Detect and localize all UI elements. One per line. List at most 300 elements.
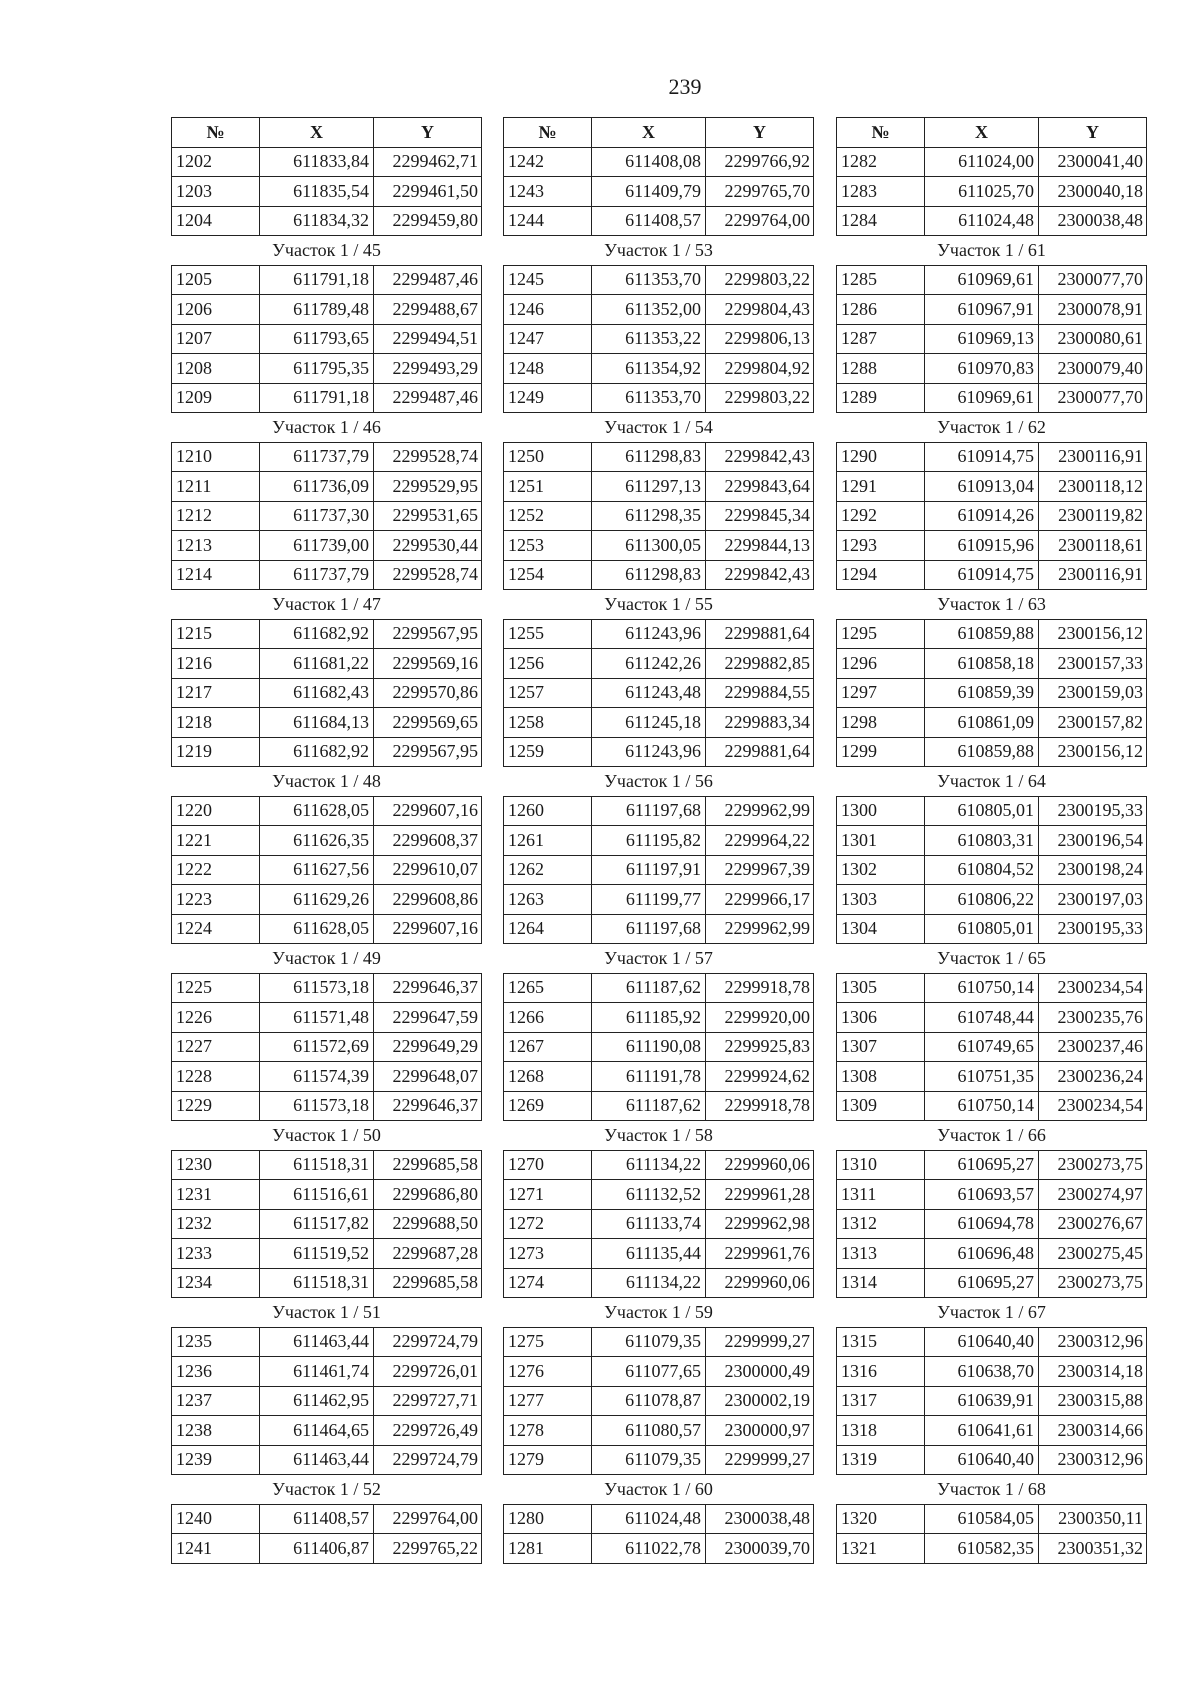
table-row bbox=[172, 1209, 482, 1239]
section-row bbox=[504, 767, 814, 797]
y-coordinate-cell: 2299999,27 bbox=[706, 1445, 814, 1475]
y-coordinate-cell: 2299567,95 bbox=[374, 619, 482, 649]
y-coordinate-cell: 2300116,91 bbox=[1039, 442, 1147, 472]
column-header-y: Y bbox=[706, 118, 814, 148]
table-row bbox=[504, 619, 814, 649]
x-coordinate-cell: 611243,96 bbox=[592, 737, 706, 767]
x-coordinate-cell: 610694,78 bbox=[925, 1209, 1039, 1239]
table-row bbox=[504, 678, 814, 708]
column-header-number: № bbox=[504, 118, 592, 148]
x-coordinate-cell: 611463,44 bbox=[260, 1445, 374, 1475]
y-coordinate-cell: 2299882,85 bbox=[706, 649, 814, 679]
point-number-cell: 1270 bbox=[504, 1150, 592, 1180]
table-row bbox=[172, 206, 482, 236]
y-coordinate-cell: 2299685,58 bbox=[374, 1150, 482, 1180]
point-number-cell: 1321 bbox=[837, 1534, 925, 1564]
point-number-cell: 1303 bbox=[837, 885, 925, 915]
y-coordinate-cell: 2300237,46 bbox=[1039, 1032, 1147, 1062]
table-header-row bbox=[837, 118, 1147, 148]
y-coordinate-cell: 2300315,88 bbox=[1039, 1386, 1147, 1416]
y-coordinate-cell: 2300078,91 bbox=[1039, 295, 1147, 325]
x-coordinate-cell: 610967,91 bbox=[925, 295, 1039, 325]
y-coordinate-cell: 2300273,75 bbox=[1039, 1268, 1147, 1298]
x-coordinate-cell: 610914,75 bbox=[925, 560, 1039, 590]
x-coordinate-cell: 611628,05 bbox=[260, 914, 374, 944]
x-coordinate-cell: 610859,88 bbox=[925, 737, 1039, 767]
section-row bbox=[504, 1298, 814, 1328]
table-row bbox=[837, 560, 1147, 590]
point-number-cell: 1232 bbox=[172, 1209, 260, 1239]
y-coordinate-cell: 2299724,79 bbox=[374, 1445, 482, 1475]
x-coordinate-cell: 611024,00 bbox=[925, 147, 1039, 177]
y-coordinate-cell: 2299493,29 bbox=[374, 354, 482, 384]
section-title: Участок 1 / 66 bbox=[837, 1121, 1147, 1151]
table-row bbox=[837, 1032, 1147, 1062]
table-row bbox=[172, 1003, 482, 1033]
section-row bbox=[504, 590, 814, 620]
x-coordinate-cell: 610696,48 bbox=[925, 1239, 1039, 1269]
point-number-cell: 1313 bbox=[837, 1239, 925, 1269]
table-row bbox=[172, 1268, 482, 1298]
point-number-cell: 1272 bbox=[504, 1209, 592, 1239]
section-row bbox=[504, 1475, 814, 1505]
page-number: 239 bbox=[668, 74, 702, 99]
point-number-cell: 1220 bbox=[172, 796, 260, 826]
x-coordinate-cell: 610913,04 bbox=[925, 472, 1039, 502]
table-row bbox=[837, 796, 1147, 826]
y-coordinate-cell: 2299765,70 bbox=[706, 177, 814, 207]
x-coordinate-cell: 610859,88 bbox=[925, 619, 1039, 649]
point-number-cell: 1215 bbox=[172, 619, 260, 649]
y-coordinate-cell: 2299569,65 bbox=[374, 708, 482, 738]
y-coordinate-cell: 2300118,61 bbox=[1039, 531, 1147, 561]
y-coordinate-cell: 2299608,37 bbox=[374, 826, 482, 856]
table-row bbox=[504, 560, 814, 590]
y-coordinate-cell: 2299608,86 bbox=[374, 885, 482, 915]
x-coordinate-cell: 611517,82 bbox=[260, 1209, 374, 1239]
table-row bbox=[504, 1534, 814, 1564]
x-coordinate-cell: 611519,52 bbox=[260, 1239, 374, 1269]
table-row bbox=[504, 531, 814, 561]
table-row bbox=[172, 973, 482, 1003]
point-number-cell: 1262 bbox=[504, 855, 592, 885]
x-coordinate-cell: 611834,32 bbox=[260, 206, 374, 236]
table-row bbox=[504, 826, 814, 856]
point-number-cell: 1249 bbox=[504, 383, 592, 413]
table-row bbox=[837, 1268, 1147, 1298]
point-number-cell: 1274 bbox=[504, 1268, 592, 1298]
column-header-x: X bbox=[925, 118, 1039, 148]
table-row bbox=[837, 649, 1147, 679]
point-number-cell: 1296 bbox=[837, 649, 925, 679]
x-coordinate-cell: 610641,61 bbox=[925, 1416, 1039, 1446]
x-coordinate-cell: 611080,57 bbox=[592, 1416, 706, 1446]
table-row bbox=[837, 1386, 1147, 1416]
point-number-cell: 1240 bbox=[172, 1504, 260, 1534]
point-number-cell: 1205 bbox=[172, 265, 260, 295]
y-coordinate-cell: 2299918,78 bbox=[706, 973, 814, 1003]
point-number-cell: 1243 bbox=[504, 177, 592, 207]
y-coordinate-cell: 2300273,75 bbox=[1039, 1150, 1147, 1180]
point-number-cell: 1318 bbox=[837, 1416, 925, 1446]
table-row bbox=[172, 1180, 482, 1210]
table-row bbox=[172, 354, 482, 384]
table-row bbox=[837, 1180, 1147, 1210]
point-number-cell: 1226 bbox=[172, 1003, 260, 1033]
y-coordinate-cell: 2299960,06 bbox=[706, 1150, 814, 1180]
x-coordinate-cell: 611079,35 bbox=[592, 1327, 706, 1357]
table-row bbox=[504, 442, 814, 472]
x-coordinate-cell: 611684,13 bbox=[260, 708, 374, 738]
table-row bbox=[172, 737, 482, 767]
y-coordinate-cell: 2299647,59 bbox=[374, 1003, 482, 1033]
point-number-cell: 1254 bbox=[504, 560, 592, 590]
table-row bbox=[837, 442, 1147, 472]
x-coordinate-cell: 611516,61 bbox=[260, 1180, 374, 1210]
point-number-cell: 1245 bbox=[504, 265, 592, 295]
point-number-cell: 1202 bbox=[172, 147, 260, 177]
point-number-cell: 1283 bbox=[837, 177, 925, 207]
section-title: Участок 1 / 61 bbox=[837, 236, 1147, 266]
point-number-cell: 1260 bbox=[504, 796, 592, 826]
point-number-cell: 1276 bbox=[504, 1357, 592, 1387]
y-coordinate-cell: 2299806,13 bbox=[706, 324, 814, 354]
x-coordinate-cell: 610969,13 bbox=[925, 324, 1039, 354]
table-row bbox=[837, 1003, 1147, 1033]
y-coordinate-cell: 2299528,74 bbox=[374, 442, 482, 472]
x-coordinate-cell: 611463,44 bbox=[260, 1327, 374, 1357]
y-coordinate-cell: 2299920,00 bbox=[706, 1003, 814, 1033]
x-coordinate-cell: 610861,09 bbox=[925, 708, 1039, 738]
point-number-cell: 1237 bbox=[172, 1386, 260, 1416]
table-row bbox=[172, 1062, 482, 1092]
point-number-cell: 1250 bbox=[504, 442, 592, 472]
x-coordinate-cell: 611572,69 bbox=[260, 1032, 374, 1062]
x-coordinate-cell: 611789,48 bbox=[260, 295, 374, 325]
x-coordinate-cell: 611681,22 bbox=[260, 649, 374, 679]
y-coordinate-cell: 2299494,51 bbox=[374, 324, 482, 354]
y-coordinate-cell: 2299962,98 bbox=[706, 1209, 814, 1239]
x-coordinate-cell: 611298,83 bbox=[592, 560, 706, 590]
table-row bbox=[837, 1416, 1147, 1446]
table-row bbox=[172, 531, 482, 561]
point-number-cell: 1259 bbox=[504, 737, 592, 767]
point-number-cell: 1223 bbox=[172, 885, 260, 915]
section-title: Участок 1 / 64 bbox=[837, 767, 1147, 797]
point-number-cell: 1213 bbox=[172, 531, 260, 561]
table-row bbox=[504, 1268, 814, 1298]
table-row bbox=[837, 383, 1147, 413]
table-row bbox=[837, 855, 1147, 885]
y-coordinate-cell: 2300039,70 bbox=[706, 1534, 814, 1564]
section-row bbox=[172, 413, 482, 443]
y-coordinate-cell: 2300312,96 bbox=[1039, 1327, 1147, 1357]
y-coordinate-cell: 2300234,54 bbox=[1039, 1091, 1147, 1121]
section-title: Участок 1 / 53 bbox=[504, 236, 814, 266]
x-coordinate-cell: 611682,43 bbox=[260, 678, 374, 708]
table-row bbox=[172, 1357, 482, 1387]
point-number-cell: 1289 bbox=[837, 383, 925, 413]
point-number-cell: 1218 bbox=[172, 708, 260, 738]
section-row bbox=[504, 236, 814, 266]
x-coordinate-cell: 610970,83 bbox=[925, 354, 1039, 384]
section-row bbox=[837, 1475, 1147, 1505]
point-number-cell: 1246 bbox=[504, 295, 592, 325]
x-coordinate-cell: 610640,40 bbox=[925, 1445, 1039, 1475]
y-coordinate-cell: 2300038,48 bbox=[1039, 206, 1147, 236]
y-coordinate-cell: 2299487,46 bbox=[374, 383, 482, 413]
table-row bbox=[837, 501, 1147, 531]
point-number-cell: 1299 bbox=[837, 737, 925, 767]
x-coordinate-cell: 610803,31 bbox=[925, 826, 1039, 856]
table-row bbox=[837, 678, 1147, 708]
point-number-cell: 1304 bbox=[837, 914, 925, 944]
y-coordinate-cell: 2299999,27 bbox=[706, 1327, 814, 1357]
point-number-cell: 1210 bbox=[172, 442, 260, 472]
x-coordinate-cell: 611187,62 bbox=[592, 1091, 706, 1121]
section-title: Участок 1 / 58 bbox=[504, 1121, 814, 1151]
x-coordinate-cell: 611195,82 bbox=[592, 826, 706, 856]
x-coordinate-cell: 611791,18 bbox=[260, 383, 374, 413]
y-coordinate-cell: 2300314,66 bbox=[1039, 1416, 1147, 1446]
table-row bbox=[172, 649, 482, 679]
x-coordinate-cell: 610915,96 bbox=[925, 531, 1039, 561]
x-coordinate-cell: 611406,87 bbox=[260, 1534, 374, 1564]
point-number-cell: 1221 bbox=[172, 826, 260, 856]
y-coordinate-cell: 2299461,50 bbox=[374, 177, 482, 207]
section-title: Участок 1 / 54 bbox=[504, 413, 814, 443]
y-coordinate-cell: 2299766,92 bbox=[706, 147, 814, 177]
table-row bbox=[504, 501, 814, 531]
y-coordinate-cell: 2300234,54 bbox=[1039, 973, 1147, 1003]
x-coordinate-cell: 611408,57 bbox=[592, 206, 706, 236]
point-number-cell: 1319 bbox=[837, 1445, 925, 1475]
section-row bbox=[837, 1298, 1147, 1328]
point-number-cell: 1244 bbox=[504, 206, 592, 236]
point-number-cell: 1216 bbox=[172, 649, 260, 679]
y-coordinate-cell: 2299487,46 bbox=[374, 265, 482, 295]
x-coordinate-cell: 611078,87 bbox=[592, 1386, 706, 1416]
table-row bbox=[172, 501, 482, 531]
x-coordinate-cell: 611574,39 bbox=[260, 1062, 374, 1092]
table-row bbox=[837, 1327, 1147, 1357]
x-coordinate-cell: 611079,35 bbox=[592, 1445, 706, 1475]
point-number-cell: 1234 bbox=[172, 1268, 260, 1298]
y-coordinate-cell: 2299688,50 bbox=[374, 1209, 482, 1239]
table-row bbox=[172, 1091, 482, 1121]
section-row bbox=[172, 1298, 482, 1328]
point-number-cell: 1280 bbox=[504, 1504, 592, 1534]
y-coordinate-cell: 2300274,97 bbox=[1039, 1180, 1147, 1210]
y-coordinate-cell: 2300350,11 bbox=[1039, 1504, 1147, 1534]
table-row bbox=[837, 708, 1147, 738]
y-coordinate-cell: 2300276,67 bbox=[1039, 1209, 1147, 1239]
table-row bbox=[504, 855, 814, 885]
point-number-cell: 1300 bbox=[837, 796, 925, 826]
y-coordinate-cell: 2299569,16 bbox=[374, 649, 482, 679]
x-coordinate-cell: 610805,01 bbox=[925, 914, 1039, 944]
y-coordinate-cell: 2300079,40 bbox=[1039, 354, 1147, 384]
table-row bbox=[837, 265, 1147, 295]
y-coordinate-cell: 2299843,64 bbox=[706, 472, 814, 502]
section-row bbox=[837, 590, 1147, 620]
x-coordinate-cell: 611025,70 bbox=[925, 177, 1039, 207]
y-coordinate-cell: 2299567,95 bbox=[374, 737, 482, 767]
point-number-cell: 1301 bbox=[837, 826, 925, 856]
y-coordinate-cell: 2299764,00 bbox=[374, 1504, 482, 1534]
point-number-cell: 1257 bbox=[504, 678, 592, 708]
coordinate-table bbox=[503, 117, 814, 1564]
x-coordinate-cell: 611191,78 bbox=[592, 1062, 706, 1092]
table-row bbox=[504, 1091, 814, 1121]
point-number-cell: 1230 bbox=[172, 1150, 260, 1180]
point-number-cell: 1273 bbox=[504, 1239, 592, 1269]
table-header-row bbox=[504, 118, 814, 148]
table-row bbox=[504, 1209, 814, 1239]
y-coordinate-cell: 2300195,33 bbox=[1039, 796, 1147, 826]
table-row bbox=[504, 1386, 814, 1416]
x-coordinate-cell: 611835,54 bbox=[260, 177, 374, 207]
section-row bbox=[172, 1121, 482, 1151]
x-coordinate-cell: 611464,65 bbox=[260, 1416, 374, 1446]
coordinate-table bbox=[171, 117, 482, 1564]
x-coordinate-cell: 611682,92 bbox=[260, 619, 374, 649]
x-coordinate-cell: 611408,08 bbox=[592, 147, 706, 177]
point-number-cell: 1209 bbox=[172, 383, 260, 413]
y-coordinate-cell: 2300118,12 bbox=[1039, 472, 1147, 502]
point-number-cell: 1305 bbox=[837, 973, 925, 1003]
x-coordinate-cell: 611737,30 bbox=[260, 501, 374, 531]
section-title: Участок 1 / 68 bbox=[837, 1475, 1147, 1505]
y-coordinate-cell: 2300198,24 bbox=[1039, 855, 1147, 885]
y-coordinate-cell: 2300041,40 bbox=[1039, 147, 1147, 177]
y-coordinate-cell: 2299844,13 bbox=[706, 531, 814, 561]
table-row bbox=[504, 737, 814, 767]
x-coordinate-cell: 610639,91 bbox=[925, 1386, 1039, 1416]
point-number-cell: 1277 bbox=[504, 1386, 592, 1416]
x-coordinate-cell: 610859,39 bbox=[925, 678, 1039, 708]
section-row bbox=[172, 590, 482, 620]
y-coordinate-cell: 2300080,61 bbox=[1039, 324, 1147, 354]
x-coordinate-cell: 611197,68 bbox=[592, 796, 706, 826]
point-number-cell: 1302 bbox=[837, 855, 925, 885]
coordinate-table bbox=[836, 117, 1147, 1564]
y-coordinate-cell: 2300156,12 bbox=[1039, 737, 1147, 767]
table-row bbox=[504, 1239, 814, 1269]
table-row bbox=[837, 914, 1147, 944]
x-coordinate-cell: 611242,26 bbox=[592, 649, 706, 679]
point-number-cell: 1207 bbox=[172, 324, 260, 354]
x-coordinate-cell: 611298,83 bbox=[592, 442, 706, 472]
table-row bbox=[504, 472, 814, 502]
point-number-cell: 1204 bbox=[172, 206, 260, 236]
point-number-cell: 1251 bbox=[504, 472, 592, 502]
x-coordinate-cell: 611461,74 bbox=[260, 1357, 374, 1387]
y-coordinate-cell: 2299726,01 bbox=[374, 1357, 482, 1387]
y-coordinate-cell: 2299649,29 bbox=[374, 1032, 482, 1062]
y-coordinate-cell: 2299459,80 bbox=[374, 206, 482, 236]
x-coordinate-cell: 610695,27 bbox=[925, 1150, 1039, 1180]
x-coordinate-cell: 610750,14 bbox=[925, 973, 1039, 1003]
point-number-cell: 1287 bbox=[837, 324, 925, 354]
section-title: Участок 1 / 56 bbox=[504, 767, 814, 797]
x-coordinate-cell: 610914,26 bbox=[925, 501, 1039, 531]
x-coordinate-cell: 611462,95 bbox=[260, 1386, 374, 1416]
table-row bbox=[837, 177, 1147, 207]
point-number-cell: 1307 bbox=[837, 1032, 925, 1062]
y-coordinate-cell: 2300077,70 bbox=[1039, 265, 1147, 295]
table-row bbox=[837, 973, 1147, 1003]
y-coordinate-cell: 2299648,07 bbox=[374, 1062, 482, 1092]
point-number-cell: 1261 bbox=[504, 826, 592, 856]
table-row bbox=[172, 1534, 482, 1564]
x-coordinate-cell: 610584,05 bbox=[925, 1504, 1039, 1534]
table-row bbox=[504, 206, 814, 236]
table-row bbox=[837, 826, 1147, 856]
y-coordinate-cell: 2299924,62 bbox=[706, 1062, 814, 1092]
point-number-cell: 1288 bbox=[837, 354, 925, 384]
point-number-cell: 1241 bbox=[172, 1534, 260, 1564]
point-number-cell: 1247 bbox=[504, 324, 592, 354]
x-coordinate-cell: 611739,00 bbox=[260, 531, 374, 561]
section-title: Участок 1 / 45 bbox=[172, 236, 482, 266]
y-coordinate-cell: 2299685,58 bbox=[374, 1268, 482, 1298]
section-row bbox=[837, 236, 1147, 266]
table-row bbox=[504, 1150, 814, 1180]
point-number-cell: 1266 bbox=[504, 1003, 592, 1033]
point-number-cell: 1315 bbox=[837, 1327, 925, 1357]
section-title: Участок 1 / 49 bbox=[172, 944, 482, 974]
y-coordinate-cell: 2299727,71 bbox=[374, 1386, 482, 1416]
table-row bbox=[504, 649, 814, 679]
x-coordinate-cell: 611134,22 bbox=[592, 1268, 706, 1298]
y-coordinate-cell: 2299531,65 bbox=[374, 501, 482, 531]
point-number-cell: 1265 bbox=[504, 973, 592, 1003]
y-coordinate-cell: 2299726,49 bbox=[374, 1416, 482, 1446]
x-coordinate-cell: 610640,40 bbox=[925, 1327, 1039, 1357]
point-number-cell: 1281 bbox=[504, 1534, 592, 1564]
point-number-cell: 1203 bbox=[172, 177, 260, 207]
point-number-cell: 1225 bbox=[172, 973, 260, 1003]
x-coordinate-cell: 611187,62 bbox=[592, 973, 706, 1003]
x-coordinate-cell: 610858,18 bbox=[925, 649, 1039, 679]
section-row bbox=[837, 767, 1147, 797]
x-coordinate-cell: 611793,65 bbox=[260, 324, 374, 354]
table-row bbox=[837, 1091, 1147, 1121]
x-coordinate-cell: 611571,48 bbox=[260, 1003, 374, 1033]
point-number-cell: 1242 bbox=[504, 147, 592, 177]
table-row bbox=[172, 885, 482, 915]
x-coordinate-cell: 610914,75 bbox=[925, 442, 1039, 472]
point-number-cell: 1314 bbox=[837, 1268, 925, 1298]
point-number-cell: 1284 bbox=[837, 206, 925, 236]
section-row bbox=[504, 1121, 814, 1151]
y-coordinate-cell: 2300351,32 bbox=[1039, 1534, 1147, 1564]
x-coordinate-cell: 611353,70 bbox=[592, 265, 706, 295]
x-coordinate-cell: 611737,79 bbox=[260, 442, 374, 472]
section-row bbox=[837, 944, 1147, 974]
x-coordinate-cell: 611628,05 bbox=[260, 796, 374, 826]
section-title: Участок 1 / 60 bbox=[504, 1475, 814, 1505]
x-coordinate-cell: 610751,35 bbox=[925, 1062, 1039, 1092]
section-row bbox=[172, 236, 482, 266]
point-number-cell: 1311 bbox=[837, 1180, 925, 1210]
point-number-cell: 1253 bbox=[504, 531, 592, 561]
table-row bbox=[837, 737, 1147, 767]
y-coordinate-cell: 2299610,07 bbox=[374, 855, 482, 885]
x-coordinate-cell: 610806,22 bbox=[925, 885, 1039, 915]
section-row bbox=[504, 944, 814, 974]
